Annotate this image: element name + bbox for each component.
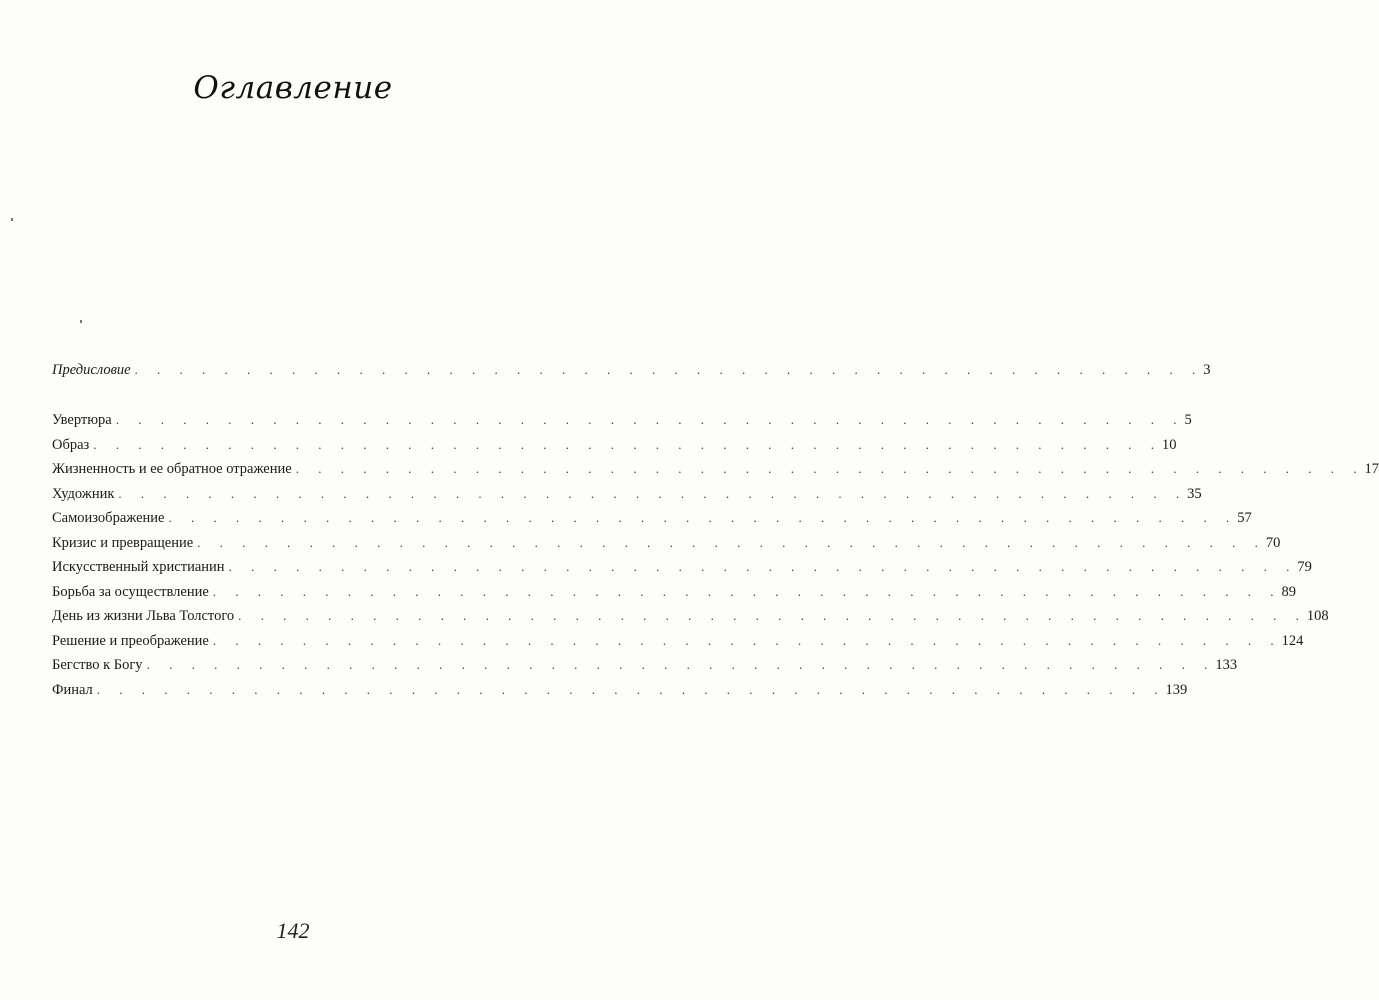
- dot-leader: . . . . . . . . . . . . . . . . . . . . . . . . . . . . . . . . . . . . . . . . . . . . . . . .: [238, 608, 1307, 623]
- toc-entry-title: Самоизображение: [52, 508, 168, 528]
- page-title: Оглавление: [193, 70, 393, 106]
- toc-page-number: 124: [1281, 632, 1304, 649]
- toc-page-number: 133: [1215, 657, 1238, 673]
- toc-entry[interactable]: [52, 631, 1304, 651]
- toc-entry[interactable]: [52, 459, 1379, 479]
- dot-leader: . . . . . . . . . . . . . . . . . . . . . . . . . . . . . . . . . . . . . . . . . . . . . . . .: [134, 362, 1204, 377]
- page-number: 142: [276, 918, 310, 943]
- toc-entry[interactable]: [52, 582, 1297, 602]
- toc-entry[interactable]: [52, 484, 1202, 504]
- toc-entry-title: Кризис и превращение: [52, 533, 197, 553]
- toc-entry-title: Решение и преображение: [52, 631, 213, 651]
- dot-leader: . . . . . . . . . . . . . . . . . . . . . . . . . . . . . . . . . . . . . . . . . . . . . . . .: [228, 559, 1298, 574]
- toc-entry-title: Борьба за осуществление: [52, 582, 213, 602]
- toc-entry[interactable]: [52, 435, 1177, 455]
- toc-page-number: 10: [1162, 436, 1177, 453]
- toc-entry[interactable]: [52, 533, 1281, 553]
- toc-entry-title: Образ: [52, 435, 93, 455]
- toc-page-number: 139: [1165, 681, 1188, 698]
- toc-entry[interactable]: [52, 655, 1238, 675]
- toc-page-number: 79: [1297, 559, 1312, 575]
- toc-entry[interactable]: [52, 508, 1252, 528]
- toc-page-number: 3: [1203, 362, 1211, 378]
- toc-entry-title: Искусственный христианин: [52, 557, 229, 577]
- dot-leader: . . . . . . . . . . . . . . . . . . . . . . . . . . . . . . . . . . . . . . . . . . . . . . . .: [168, 510, 1238, 525]
- dot-leader: . . . . . . . . . . . . . . . . . . . . . . . . . . . . . . . . . . . . . . . . . . . . . . . .: [212, 583, 1282, 599]
- toc-entry-title: Предисловие: [52, 360, 135, 380]
- toc-entry[interactable]: [52, 410, 1192, 430]
- toc-page-number: 5: [1184, 412, 1192, 428]
- dot-leader: . . . . . . . . . . . . . . . . . . . . . . . . . . . . . . . . . . . . . . . . . . . . . . . .: [212, 632, 1282, 648]
- toc-entry-title: Увертюра: [52, 410, 116, 430]
- toc-entry[interactable]: [52, 557, 1312, 577]
- toc-entry-title: Жизненность и ее обратное отражение: [52, 459, 296, 479]
- toc-entry[interactable]: [52, 680, 1188, 700]
- scan-speck: [80, 320, 82, 323]
- toc-page-number: 89: [1281, 583, 1297, 600]
- toc-entry-preface[interactable]: [52, 360, 1211, 380]
- dot-leader: . . . . . . . . . . . . . . . . . . . . . . . . . . . . . . . . . . . . . . . . . . . . . . . .: [93, 436, 1163, 452]
- toc-page-number: 17: [1364, 461, 1379, 477]
- dot-leader: . . . . . . . . . . . . . . . . . . . . . . . . . . . . . . . . . . . . . . . . . . . . . . . .: [115, 412, 1185, 427]
- dot-leader: . . . . . . . . . . . . . . . . . . . . . . . . . . . . . . . . . . . . . . . . . . . . . . . .: [96, 681, 1166, 697]
- dot-leader: . . . . . . . . . . . . . . . . . . . . . . . . . . . . . . . . . . . . . . . . . . . . . . . .: [197, 534, 1266, 550]
- toc-entry-title: Бегство к Богу: [52, 655, 147, 675]
- dot-leader: . . . . . . . . . . . . . . . . . . . . . . . . . . . . . . . . . . . . . . . . . . . . . . . .: [146, 657, 1216, 672]
- toc-page-number: 35: [1187, 485, 1202, 502]
- toc-entry-title: Художник: [52, 484, 118, 504]
- toc-page-number: 70: [1265, 534, 1281, 551]
- dot-leader: . . . . . . . . . . . . . . . . . . . . . . . . . . . . . . . . . . . . . . . . . . . . . . . .: [118, 485, 1188, 501]
- scan-speck: [11, 218, 13, 221]
- toc-entry[interactable]: [52, 606, 1329, 626]
- toc-entry-title: День из жизни Льва Толстого: [52, 606, 238, 626]
- dot-leader: . . . . . . . . . . . . . . . . . . . . . . . . . . . . . . . . . . . . . . . . . . . . . . . .: [295, 461, 1365, 476]
- toc-entry-title: Финал: [52, 680, 97, 700]
- toc-page-number: 108: [1306, 608, 1329, 624]
- toc-page-number: 57: [1237, 510, 1252, 526]
